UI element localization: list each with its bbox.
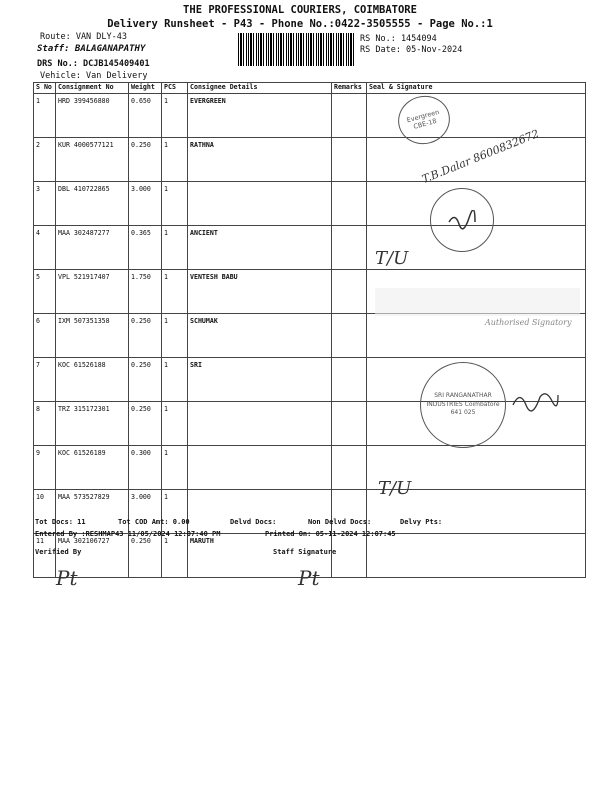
cell-seal-signature bbox=[367, 534, 586, 578]
cell-weight: 3.000 bbox=[129, 490, 162, 534]
cell-consignee: SRI bbox=[188, 358, 332, 402]
row5-signature: T/U bbox=[375, 248, 409, 269]
delivery-points: Delvy Pts: bbox=[400, 518, 443, 526]
route-label: Route: VAN DLY-43 bbox=[40, 32, 127, 42]
cell-remarks bbox=[332, 94, 367, 138]
signature-scribble-icon bbox=[447, 210, 477, 230]
barcode bbox=[238, 33, 354, 66]
table-row bbox=[34, 446, 586, 490]
cell-consignee: EVERGREEN bbox=[188, 94, 332, 138]
col-consignment: Consignment No bbox=[56, 83, 129, 94]
cell-consignment: KOC 61526188 bbox=[56, 358, 129, 402]
staff-signature-label: Staff Signature bbox=[273, 548, 337, 556]
verified-by-label: Verified By bbox=[35, 548, 82, 556]
cell-pcs: 1 bbox=[162, 534, 188, 578]
cell-remarks bbox=[332, 138, 367, 182]
cell-weight: 0.250 bbox=[129, 402, 162, 446]
table-row bbox=[34, 226, 586, 270]
cell-consignee bbox=[188, 402, 332, 446]
cell-sno: 2 bbox=[34, 138, 56, 182]
cell-consignee: SCHUMAK bbox=[188, 314, 332, 358]
cell-sno: 5 bbox=[34, 270, 56, 314]
cell-remarks bbox=[332, 402, 367, 446]
cell-weight: 0.250 bbox=[129, 314, 162, 358]
table-row bbox=[34, 490, 586, 534]
cell-pcs: 1 bbox=[162, 138, 188, 182]
cell-pcs: 1 bbox=[162, 490, 188, 534]
cell-weight: 3.000 bbox=[129, 182, 162, 226]
cell-weight: 0.250 bbox=[129, 534, 162, 578]
col-remarks: Remarks bbox=[332, 83, 367, 94]
runsheet-table bbox=[33, 82, 586, 578]
cell-sno: 11 bbox=[34, 534, 56, 578]
cell-pcs: 1 bbox=[162, 226, 188, 270]
cell-sno: 10 bbox=[34, 490, 56, 534]
cell-remarks bbox=[332, 534, 367, 578]
evergreen-stamp: Evergreen CBE-18 bbox=[393, 90, 456, 150]
row11-signature: T/U bbox=[378, 478, 412, 499]
company-title: THE PROFESSIONAL COURIERS, COIMBATORE bbox=[183, 4, 417, 16]
rs-date: RS Date: 05-Nov-2024 bbox=[360, 45, 463, 55]
table-header-row bbox=[34, 83, 586, 94]
entered-by: Entered By :RESHMAP43 11/05/2024 12:07:40 PM bbox=[35, 530, 221, 538]
total-docs: Tot Docs: 11 bbox=[35, 518, 86, 526]
cell-pcs: 1 bbox=[162, 446, 188, 490]
cell-pcs: 1 bbox=[162, 94, 188, 138]
faded-company-stamp bbox=[375, 288, 580, 316]
cell-weight: 0.650 bbox=[129, 94, 162, 138]
cell-remarks bbox=[332, 314, 367, 358]
sri-ranganathar-stamp: SRI RANGANATHAR INDUSTRIES Coimbatore 641 025 bbox=[420, 362, 506, 448]
cell-consignee bbox=[188, 446, 332, 490]
authorised-signatory-text: Authorised Signatory bbox=[485, 318, 572, 327]
cell-sno: 3 bbox=[34, 182, 56, 226]
cell-consignment: HRD 399456880 bbox=[56, 94, 129, 138]
cell-pcs: 1 bbox=[162, 314, 188, 358]
col-weight: Weight bbox=[129, 83, 162, 94]
cell-consignment: KUR 4000577121 bbox=[56, 138, 129, 182]
cell-sno: 9 bbox=[34, 446, 56, 490]
staff-signature: Pt bbox=[298, 566, 320, 590]
rs-number: RS No.: 1454094 bbox=[360, 34, 437, 44]
col-seal-signature: Seal & Signature bbox=[367, 83, 586, 94]
cell-consignment: MAA 302106727 bbox=[56, 534, 129, 578]
round-seal-stamp bbox=[430, 188, 494, 252]
vehicle-label: Vehicle: Van Delivery bbox=[40, 71, 148, 81]
cell-pcs: 1 bbox=[162, 270, 188, 314]
col-consignee: Consignee Details bbox=[188, 83, 332, 94]
cell-consignee bbox=[188, 490, 332, 534]
col-pcs: PCS bbox=[162, 83, 188, 94]
cell-consignee: RATHNA bbox=[188, 138, 332, 182]
cell-pcs: 1 bbox=[162, 402, 188, 446]
cell-remarks bbox=[332, 270, 367, 314]
cell-remarks bbox=[332, 226, 367, 270]
cell-sno: 6 bbox=[34, 314, 56, 358]
cell-consignment: VPL 521917407 bbox=[56, 270, 129, 314]
cell-weight: 1.750 bbox=[129, 270, 162, 314]
cell-weight: 0.365 bbox=[129, 226, 162, 270]
row2-handwritten-note: T.B.Dalar 8600832672 bbox=[420, 127, 541, 186]
verified-by-signature: Pt bbox=[56, 566, 78, 590]
printed-on: Printed On: 05-11-2024 12:07:45 bbox=[265, 530, 396, 538]
cell-pcs: 1 bbox=[162, 358, 188, 402]
row9-signature-icon bbox=[510, 385, 560, 419]
table-row bbox=[34, 94, 586, 138]
cell-remarks bbox=[332, 182, 367, 226]
cell-remarks bbox=[332, 490, 367, 534]
cell-consignee: ANCIENT bbox=[188, 226, 332, 270]
cell-consignment: MAA 302487277 bbox=[56, 226, 129, 270]
staff-label: Staff: BALAGANAPATHY bbox=[37, 44, 146, 54]
runsheet-subtitle: Delivery Runsheet - P43 - Phone No.:0422-3505555 - Page No.:1 bbox=[107, 18, 493, 30]
cell-sno: 7 bbox=[34, 358, 56, 402]
cell-consignment: DBL 410722865 bbox=[56, 182, 129, 226]
cell-sno: 1 bbox=[34, 94, 56, 138]
non-delivered-docs: Non Delvd Docs: bbox=[308, 518, 372, 526]
cell-consignee bbox=[188, 182, 332, 226]
cell-weight: 0.250 bbox=[129, 358, 162, 402]
table-row bbox=[34, 182, 586, 226]
cell-consignment: MAA 573527829 bbox=[56, 490, 129, 534]
drs-number: DRS No.: DCJB145409401 bbox=[37, 59, 150, 69]
cell-consignee: VENTESH BABU bbox=[188, 270, 332, 314]
cell-remarks bbox=[332, 446, 367, 490]
cell-consignment: TRZ 315172301 bbox=[56, 402, 129, 446]
cell-consignee: MARUTH bbox=[188, 534, 332, 578]
cell-sno: 8 bbox=[34, 402, 56, 446]
cell-remarks bbox=[332, 358, 367, 402]
total-cod-amount: Tot COD Amt: 0.00 bbox=[118, 518, 190, 526]
col-sno: S No bbox=[34, 83, 56, 94]
cell-consignment: KOC 61526189 bbox=[56, 446, 129, 490]
cell-weight: 0.250 bbox=[129, 138, 162, 182]
cell-consignment: IXM 507351358 bbox=[56, 314, 129, 358]
cell-sno: 4 bbox=[34, 226, 56, 270]
cell-pcs: 1 bbox=[162, 182, 188, 226]
cell-weight: 0.300 bbox=[129, 446, 162, 490]
delivered-docs: Delvd Docs: bbox=[230, 518, 277, 526]
